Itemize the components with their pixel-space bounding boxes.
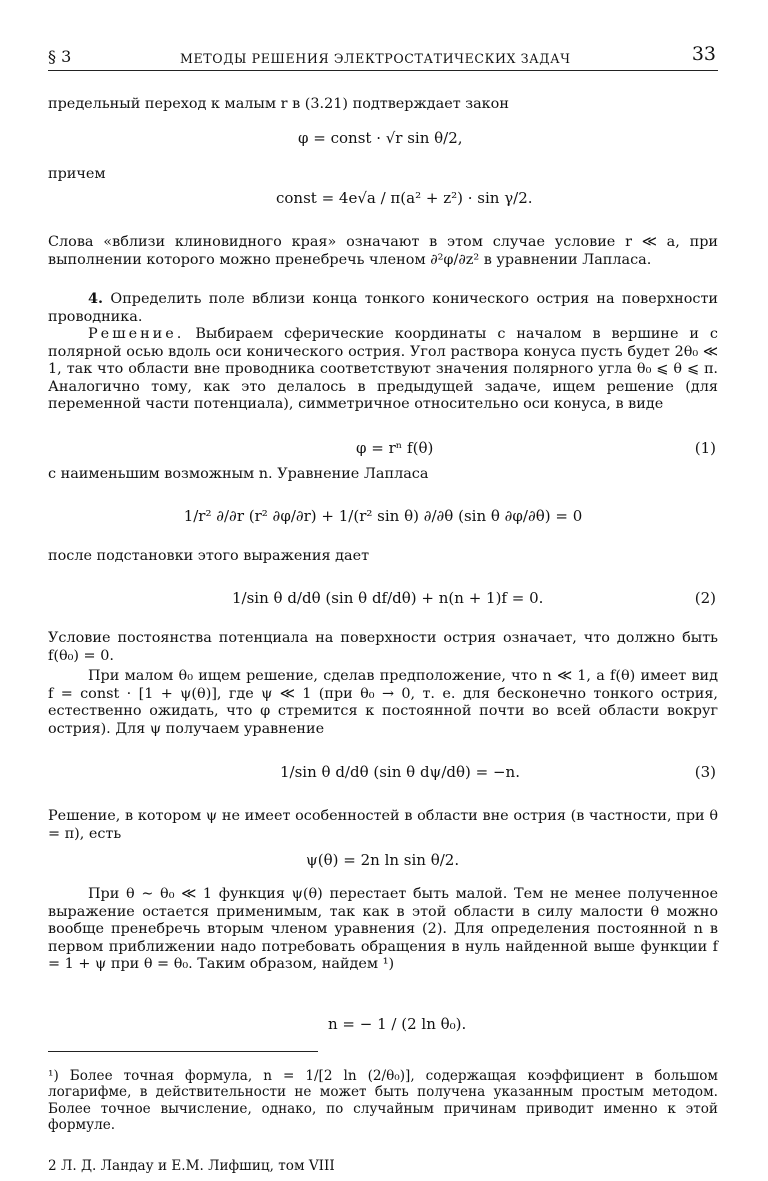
problem-text: Определить поле вблизи конца тонкого конического острия на поверхности проводника. bbox=[48, 291, 718, 325]
paragraph-intro: предельный переход к малым r в (3.21) подтверждает закон bbox=[48, 96, 509, 112]
equation-2: 1/sin θ d/dθ (sin θ df/dθ) + n(n + 1)f = 0. bbox=[232, 589, 544, 607]
paragraph-solution-psi: Решение, в котором ψ не имеет особенностей в области вне острия (в частности, при θ = π), есть bbox=[48, 808, 718, 842]
paragraph-boundary-condition: Условие постоянства потенциала на поверхности острия означает, что должно быть f(θ₀) = 0. bbox=[48, 630, 718, 664]
equation-3-number: (3) bbox=[694, 763, 716, 781]
equation-2-number: (2) bbox=[694, 589, 716, 607]
problem-number: 4. bbox=[88, 290, 104, 307]
page-footer: 2 Л. Д. Ландау и Е.М. Лифшиц, том VIII bbox=[48, 1158, 335, 1174]
paragraph-prichem: причем bbox=[48, 166, 106, 182]
solution-paragraph bbox=[48, 326, 718, 414]
header-rule bbox=[48, 70, 718, 71]
running-header bbox=[48, 43, 720, 68]
paragraph-n-determination: При θ ∼ θ₀ ≪ 1 функция ψ(θ) перестает быть малой. Тем не менее полученное выражение остается применимым, так как в этой области в силу малости θ можно вообще пренебречь вторым членом уравнения (2). Для определения постоянной n в первом приближении надо потребовать обращения в нуль найденной выше функции f = 1 + ψ при θ = θ₀. Таким образом, найдем ¹) bbox=[48, 886, 718, 973]
equation-1-number: (1) bbox=[694, 439, 716, 457]
solution-word: Решение. bbox=[88, 326, 185, 342]
footnote: ¹) Более точная формула, n = 1/[2 ln (2/θ₀)], содержащая коэффициент в большом логарифме, в действительности не может быть получена указанным простым методом. Более точное вычисление, однако, по случайным причинам приводит именно к этой формуле. bbox=[48, 1068, 718, 1134]
equation-1: φ = rⁿ f(θ) bbox=[356, 439, 434, 457]
running-title: МЕТОДЫ РЕШЕНИЯ ЭЛЕКТРОСТАТИЧЕСКИХ ЗАДАЧ bbox=[180, 51, 571, 66]
equation-laplace: 1/r² ∂/∂r (r² ∂φ/∂r) + 1/(r² sin θ) ∂/∂θ (sin θ ∂φ/∂θ) = 0 bbox=[183, 507, 583, 525]
problem-statement bbox=[48, 290, 718, 326]
page-number: 33 bbox=[691, 43, 716, 65]
paragraph-laplace-intro: с наименьшим возможным n. Уравнение Лапласа bbox=[48, 466, 429, 482]
equation-3: 1/sin θ d/dθ (sin θ dψ/dθ) = −n. bbox=[280, 763, 520, 781]
paragraph-small-theta: При малом θ₀ ищем решение, сделав предположение, что n ≪ 1, а f(θ) имеет вид f = const · [1 + ψ(θ)], где ψ ≪ 1 (при θ₀ → 0, т. е. для бесконечно тонкого острия, естественно ожидать, что φ стремится к постоянной почти во всей области вокруг острия). Для ψ получаем уравнение bbox=[48, 668, 718, 737]
section-mark: § 3 bbox=[48, 47, 72, 66]
equation-n: n = − 1 / (2 ln θ₀). bbox=[328, 1015, 467, 1033]
paragraph-substitution: после подстановки этого выражения дает bbox=[48, 548, 370, 564]
equation-const: const = 4e√a / π(a² + z²) · sin γ/2. bbox=[276, 189, 533, 207]
footnote-rule bbox=[48, 1051, 318, 1052]
paragraph-wedge-condition: Слова «вблизи клиновидного края» означают в этом случае условие r ≪ a, при выполнении которого можно пренебречь членом ∂²φ/∂z² в уравнении Лапласа. bbox=[48, 234, 718, 268]
solution-text: Выбираем сферические координаты с началом в вершине и с полярной осью вдоль оси конического острия. Угол раствора конуса пусть будет 2θ₀ ≪ 1, так что области вне проводника соответствуют значения полярного угла θ₀ ⩽ θ ⩽ π. Аналогично тому, как это делалось в предыдущей задаче, ищем решение (для переменной части потенциала), симметричное относительно оси конуса, в виде bbox=[48, 326, 718, 413]
equation-phi-law: φ = const · √r sin θ/2, bbox=[298, 129, 463, 147]
equation-psi: ψ(θ) = 2n ln sin θ/2. bbox=[306, 851, 460, 869]
